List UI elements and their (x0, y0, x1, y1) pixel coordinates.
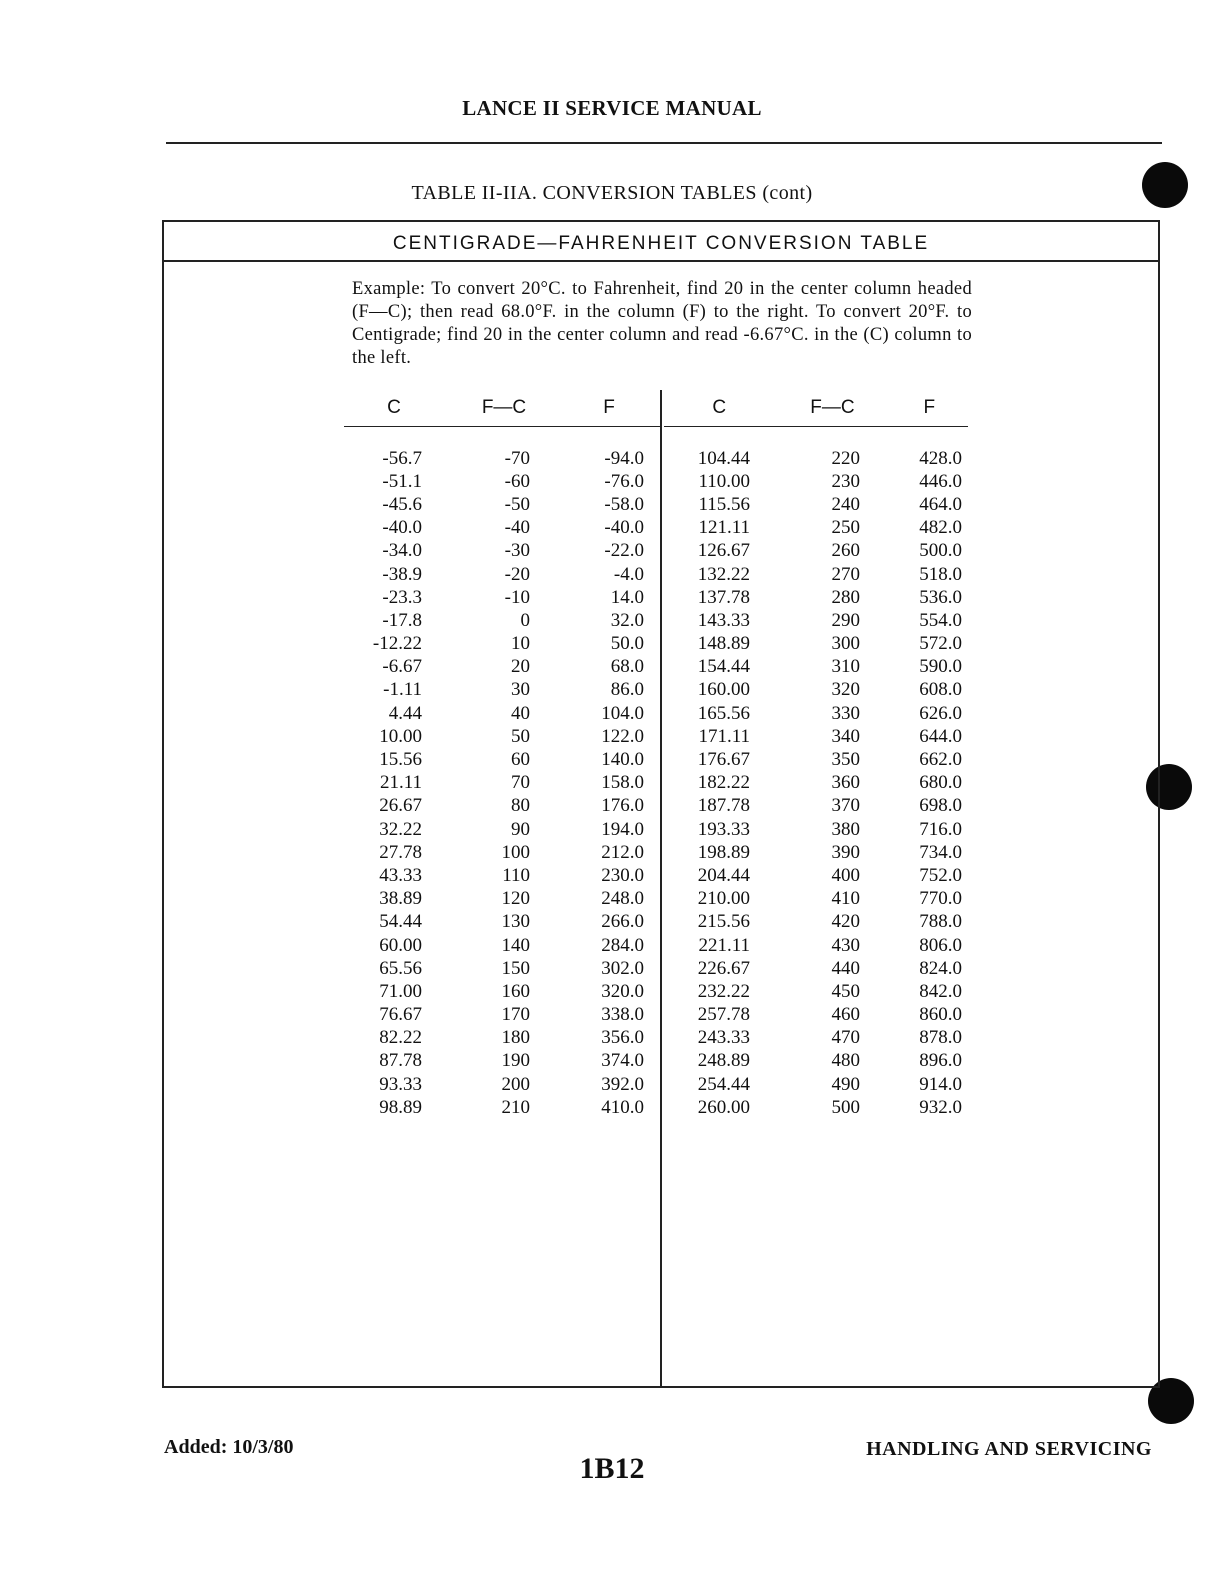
c-value: 204.44 (697, 864, 750, 886)
table-row (344, 633, 660, 656)
c-value: 15.56 (379, 749, 422, 771)
header-underline (344, 426, 660, 427)
conversion-table-frame (162, 220, 1160, 1388)
f-c-value: 410 (831, 888, 860, 910)
page-header: LANCE II SERVICE MANUAL (462, 96, 762, 120)
f-value: 914.0 (919, 1073, 962, 1095)
table-row (664, 1050, 968, 1073)
table-title: TABLE II-IIA. CONVERSION TABLES (cont) (411, 182, 813, 204)
f-value: 410.0 (601, 1096, 644, 1118)
f-value: 266.0 (601, 911, 644, 933)
f-c-value: 360 (831, 772, 860, 794)
table-row (664, 772, 968, 795)
c-value: 171.11 (698, 725, 750, 747)
table-row (344, 1073, 660, 1096)
table-row (344, 772, 660, 795)
f-c-value: 60 (511, 749, 530, 771)
c-value: 243.33 (697, 1027, 750, 1049)
table-row (664, 911, 968, 934)
f-value: 572.0 (919, 633, 962, 655)
c-value: 43.33 (379, 864, 422, 886)
f-value: 14.0 (610, 586, 644, 608)
table-row (344, 609, 660, 632)
f-value: 716.0 (919, 818, 962, 840)
table-row (664, 493, 968, 516)
table-row (344, 934, 660, 957)
f-c-value: 320 (831, 679, 860, 701)
f-c-value: 150 (501, 957, 530, 979)
f-c-value: -50 (504, 493, 530, 515)
c-value: 226.67 (697, 957, 750, 979)
f-c-value: 330 (831, 702, 860, 724)
f-c-value: 120 (501, 888, 530, 910)
table-row (344, 1027, 660, 1050)
c-value: 93.33 (379, 1073, 422, 1095)
c-value: -38.9 (382, 563, 422, 585)
table-row (344, 841, 660, 864)
center-divider (660, 390, 662, 1388)
c-value: 182.22 (697, 772, 750, 794)
f-c-value: 40 (511, 702, 530, 724)
right-rows (664, 447, 968, 1119)
f-c-value: 260 (831, 540, 860, 562)
f-value: 68.0 (610, 656, 644, 678)
f-value: 158.0 (601, 772, 644, 794)
f-value: 824.0 (919, 957, 962, 979)
c-value: 87.78 (379, 1050, 422, 1072)
table-row (344, 702, 660, 725)
f-c-value: 100 (501, 841, 530, 863)
f-c-value: 220 (831, 447, 860, 469)
f-value: 446.0 (919, 470, 962, 492)
c-value: 132.22 (697, 563, 750, 585)
table-row (664, 702, 968, 725)
table-row (344, 540, 660, 563)
header-c: C (712, 397, 727, 418)
f-value: 896.0 (919, 1050, 962, 1072)
c-value: 76.67 (379, 1004, 422, 1026)
c-value: 115.56 (698, 493, 750, 515)
c-value: 32.22 (379, 818, 422, 840)
f-c-value: 10 (511, 633, 530, 655)
f-c-value: 190 (501, 1050, 530, 1072)
c-value: -51.1 (382, 470, 422, 492)
f-c-value: 420 (831, 911, 860, 933)
header-f: F (923, 397, 936, 418)
c-value: 65.56 (379, 957, 422, 979)
f-value: 464.0 (919, 493, 962, 515)
c-value: -17.8 (382, 609, 422, 631)
c-value: 198.89 (697, 841, 750, 863)
f-c-value: 130 (501, 911, 530, 933)
f-c-value: 30 (511, 679, 530, 701)
right-column-group (664, 394, 968, 1119)
header-f-c: F—C (481, 397, 527, 418)
f-value: 194.0 (601, 818, 644, 840)
c-value: 165.56 (697, 702, 750, 724)
table-row (664, 470, 968, 493)
c-value: 26.67 (379, 795, 422, 817)
table-row (664, 818, 968, 841)
f-c-value: 470 (831, 1027, 860, 1049)
table-row (344, 864, 660, 887)
f-value: 176.0 (601, 795, 644, 817)
table-row (664, 888, 968, 911)
c-value: 137.78 (697, 586, 750, 608)
table-row (344, 679, 660, 702)
table-row (344, 493, 660, 516)
c-value: 221.11 (698, 934, 750, 956)
f-c-value: 110 (502, 864, 530, 886)
f-value: 338.0 (601, 1004, 644, 1026)
table-row (664, 980, 968, 1003)
left-column-group (344, 394, 660, 1119)
table-row (344, 1050, 660, 1073)
f-c-value: 440 (831, 957, 860, 979)
f-value: 122.0 (601, 725, 644, 747)
f-value: 698.0 (919, 795, 962, 817)
c-value: 160.00 (697, 679, 750, 701)
table-row (664, 679, 968, 702)
f-c-value: 210 (501, 1096, 530, 1118)
f-c-value: 140 (501, 934, 530, 956)
footer-added-date: Added: 10/3/80 (164, 1436, 294, 1458)
table-row (664, 1073, 968, 1096)
c-value: 254.44 (697, 1073, 750, 1095)
left-rows (344, 447, 660, 1119)
table-row (344, 795, 660, 818)
table-row (344, 586, 660, 609)
f-c-value: 290 (831, 609, 860, 631)
header-f-c: F—C (810, 397, 855, 418)
f-value: 320.0 (601, 980, 644, 1002)
f-value: 806.0 (919, 934, 962, 956)
f-c-value: 0 (520, 609, 530, 631)
f-c-value: 230 (831, 470, 860, 492)
table-row (664, 864, 968, 887)
c-value: 248.89 (697, 1050, 750, 1072)
f-c-value: 500 (831, 1096, 860, 1118)
table-row (344, 748, 660, 771)
table-row (664, 841, 968, 864)
f-c-value: 480 (831, 1050, 860, 1072)
header-f: F (603, 397, 615, 418)
table-row (664, 725, 968, 748)
f-c-value: 280 (831, 586, 860, 608)
table-row (664, 1027, 968, 1050)
table-row (344, 725, 660, 748)
f-value: 752.0 (919, 864, 962, 886)
c-value: 210.00 (697, 888, 750, 910)
f-c-value: 460 (831, 1004, 860, 1026)
table-row (664, 1096, 968, 1119)
c-value: 176.67 (697, 749, 750, 771)
table-row (664, 656, 968, 679)
c-value: -23.3 (382, 586, 422, 608)
f-c-value: -30 (504, 540, 530, 562)
header-rule (166, 142, 1162, 144)
table-row (344, 517, 660, 540)
f-value: 32.0 (610, 609, 644, 631)
footer-section: HANDLING AND SERVICING (866, 1438, 1152, 1460)
f-c-value: 250 (831, 517, 860, 539)
f-value: 230.0 (601, 864, 644, 886)
f-value: 770.0 (919, 888, 962, 910)
table-row (664, 563, 968, 586)
f-c-value: 490 (831, 1073, 860, 1095)
table-row (344, 1096, 660, 1119)
header-c: C (387, 397, 401, 418)
c-value: 110.00 (698, 470, 750, 492)
c-value: 126.67 (697, 540, 750, 562)
f-c-value: -40 (504, 517, 530, 539)
table-row (664, 748, 968, 771)
f-c-value: 180 (501, 1027, 530, 1049)
table-row (664, 586, 968, 609)
c-value: 154.44 (697, 656, 750, 678)
table-row (664, 957, 968, 980)
table-row (344, 818, 660, 841)
c-value: -56.7 (382, 447, 422, 469)
f-value: 626.0 (919, 702, 962, 724)
f-value: 518.0 (919, 563, 962, 585)
c-value: 10.00 (379, 725, 422, 747)
c-value: 82.22 (379, 1027, 422, 1049)
f-c-value: 170 (501, 1004, 530, 1026)
table-row (664, 540, 968, 563)
f-c-value: 450 (831, 980, 860, 1002)
f-value: 374.0 (601, 1050, 644, 1072)
f-value: 212.0 (601, 841, 644, 863)
f-c-value: 370 (831, 795, 860, 817)
c-value: 148.89 (697, 633, 750, 655)
left-header-row (344, 394, 660, 422)
f-c-value: 90 (511, 818, 530, 840)
f-c-value: 160 (501, 980, 530, 1002)
f-value: 428.0 (919, 447, 962, 469)
conversion-table-subtitle: CENTIGRADE—FAHRENHEIT CONVERSION TABLE (164, 222, 1158, 262)
table-row (344, 656, 660, 679)
f-value: 644.0 (919, 725, 962, 747)
table-row (664, 447, 968, 470)
f-c-value: 240 (831, 493, 860, 515)
f-value: 878.0 (919, 1027, 962, 1049)
c-value: -6.67 (382, 656, 422, 678)
c-value: 104.44 (697, 447, 750, 469)
f-c-value: 300 (831, 633, 860, 655)
f-value: 392.0 (601, 1073, 644, 1095)
f-value: 554.0 (919, 609, 962, 631)
c-value: 27.78 (379, 841, 422, 863)
f-value: 86.0 (610, 679, 644, 701)
c-value: 121.11 (698, 517, 750, 539)
table-row (344, 563, 660, 586)
c-value: -1.11 (383, 679, 422, 701)
f-value: 608.0 (919, 679, 962, 701)
table-row (664, 517, 968, 540)
c-value: 21.11 (379, 772, 422, 794)
c-value: 260.00 (697, 1096, 750, 1118)
f-c-value: 430 (831, 934, 860, 956)
f-c-value: 310 (831, 656, 860, 678)
f-c-value: -20 (504, 563, 530, 585)
header-underline (664, 426, 968, 427)
example-text: Example: To convert 20°C. to Fahrenheit, find 20 in the center column headed (F—C); then read 68.0°F. in the column (F) to the right. To convert 20°F. to Centigrade; find 20 in the center column and read -6.67°C. in the (C) column to the left. (352, 279, 972, 368)
c-value: 38.89 (379, 888, 422, 910)
table-row (664, 1004, 968, 1027)
f-value: 662.0 (919, 749, 962, 771)
c-value: 98.89 (379, 1096, 422, 1118)
f-c-value: -10 (504, 586, 530, 608)
f-value: 680.0 (919, 772, 962, 794)
footer-page-number: 1B12 (579, 1452, 645, 1485)
f-c-value: 270 (831, 563, 860, 585)
c-value: -34.0 (382, 540, 422, 562)
f-value: -22.0 (604, 540, 644, 562)
f-c-value: 390 (831, 841, 860, 863)
table-row (664, 934, 968, 957)
f-value: 734.0 (919, 841, 962, 863)
f-value: -58.0 (604, 493, 644, 515)
f-value: 842.0 (919, 980, 962, 1002)
f-c-value: 50 (511, 725, 530, 747)
c-value: -45.6 (382, 493, 422, 515)
f-value: 104.0 (601, 702, 644, 724)
f-c-value: 200 (501, 1073, 530, 1095)
right-header-row (664, 394, 968, 422)
f-c-value: 400 (831, 864, 860, 886)
c-value: 60.00 (379, 934, 422, 956)
f-value: 788.0 (919, 911, 962, 933)
f-c-value: 340 (831, 725, 860, 747)
f-value: 932.0 (919, 1096, 962, 1118)
f-value: -76.0 (604, 470, 644, 492)
f-value: 482.0 (919, 517, 962, 539)
f-c-value: 20 (511, 656, 530, 678)
f-value: -4.0 (613, 563, 644, 585)
table-row (344, 957, 660, 980)
table-row (344, 888, 660, 911)
f-value: -40.0 (604, 517, 644, 539)
c-value: 54.44 (379, 911, 422, 933)
c-value: 215.56 (697, 911, 750, 933)
f-value: 140.0 (601, 749, 644, 771)
f-value: 50.0 (610, 633, 644, 655)
c-value: -12.22 (372, 633, 422, 655)
table-row (344, 470, 660, 493)
f-c-value: -70 (504, 447, 530, 469)
c-value: 143.33 (697, 609, 750, 631)
table-row (344, 1004, 660, 1027)
table-row (664, 795, 968, 818)
table-row (344, 447, 660, 470)
c-value: -40.0 (382, 517, 422, 539)
table-row (664, 633, 968, 656)
table-row (344, 980, 660, 1003)
f-c-value: 350 (831, 749, 860, 771)
c-value: 187.78 (697, 795, 750, 817)
f-c-value: -60 (504, 470, 530, 492)
f-value: 536.0 (919, 586, 962, 608)
c-value: 193.33 (697, 818, 750, 840)
f-value: 302.0 (601, 957, 644, 979)
f-value: 500.0 (919, 540, 962, 562)
table-row (344, 911, 660, 934)
f-c-value: 380 (831, 818, 860, 840)
c-value: 4.44 (388, 702, 422, 724)
f-value: 860.0 (919, 1004, 962, 1026)
f-value: 590.0 (919, 656, 962, 678)
c-value: 232.22 (697, 980, 750, 1002)
f-c-value: 70 (511, 772, 530, 794)
c-value: 257.78 (697, 1004, 750, 1026)
f-value: -94.0 (604, 447, 644, 469)
f-value: 356.0 (601, 1027, 644, 1049)
f-value: 284.0 (601, 934, 644, 956)
f-value: 248.0 (601, 888, 644, 910)
c-value: 71.00 (379, 980, 422, 1002)
table-row (664, 609, 968, 632)
f-c-value: 80 (511, 795, 530, 817)
